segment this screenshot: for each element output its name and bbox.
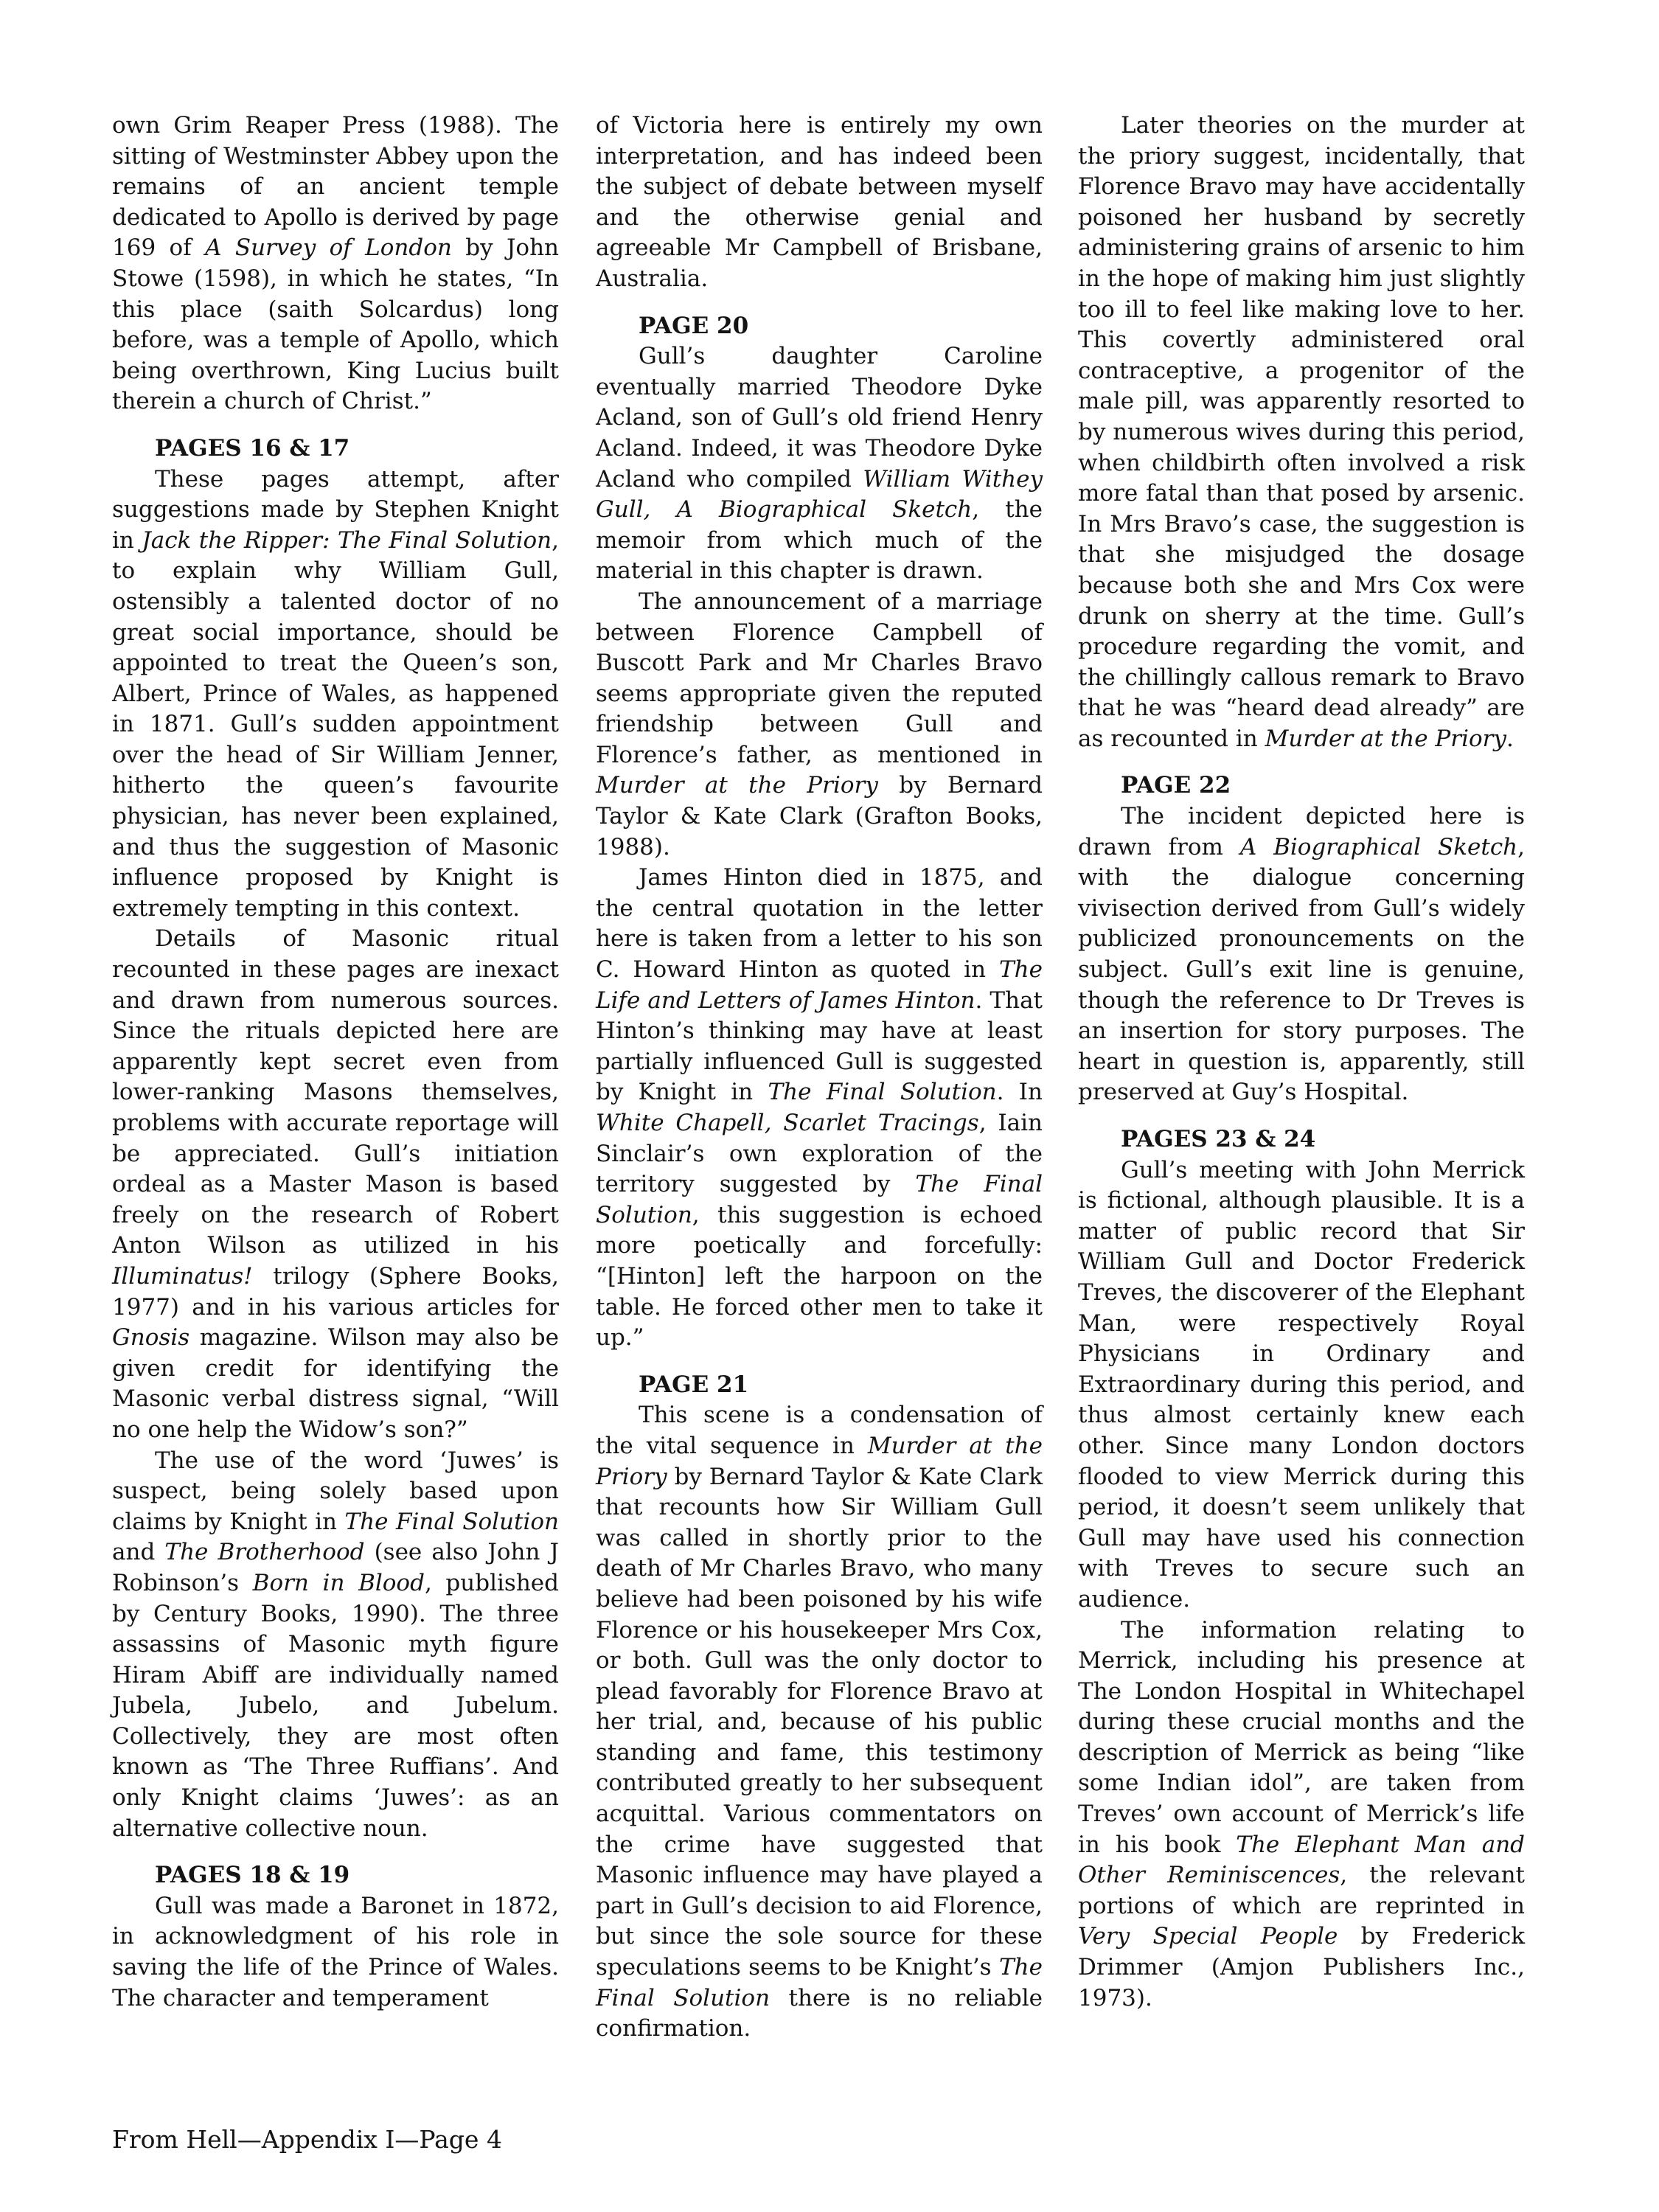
text-column-3	[1078, 111, 1525, 2105]
body-text: , the relevant portions of which are reprinted in	[1078, 1862, 1525, 1919]
italic-title-text: Illuminatus!	[112, 1262, 253, 1290]
body-text: trilogy (Sphere Books, 1977) and in his various articles for	[112, 1262, 559, 1321]
body-text: , with the dialogue concerning vivisection derived from Gull’s widely publicized pronouncements on the subject. Gull’s exit line is genuine, though the reference to Dr Treves is an insertion for story purposes. The heart in question is, apparently, still preserved at Guy’s Hospital.	[1078, 833, 1525, 1106]
italic-title-text: The Final Solution	[596, 1954, 1043, 2011]
italic-title-text: William Withey Gull, A Biographical Sketch	[596, 465, 1043, 524]
italic-title-text: The Final Solution	[768, 1079, 997, 1106]
body-text: .	[1506, 725, 1514, 752]
paragraph	[596, 341, 1043, 587]
body-text: own Grim Reaper Press (1988). The sitting of Westminster Abbey upon the remains of an ancient temple dedicated to Apollo is derived by page 169 of	[112, 112, 559, 262]
italic-title-text: Gnosis	[112, 1324, 190, 1352]
body-text: Later theories on the murder at the priory suggest, incidentally, that Florence Bravo may have accidentally poisoned her husband by secretly administering grains of arsenic to him in the hope of making him just slightly too ill to feel like making love to her. This covertly administered oral contraceptive, a progenitor of the male pill, was apparently resorted to by numerous wives during this period, when childbirth often involved a risk more fatal than that posed by arsenic. In Mrs Bravo’s case, the suggestion is that she misjudged the dosage because both she and Mrs Cox were drunk on sherry at the time. Gull’s procedure regarding the vomit, and the chillingly callous remark to Bravo that he was “heard dead already” are as recounted in	[1078, 112, 1525, 752]
paragraph	[1078, 1615, 1525, 2014]
body-text: by Bernard Taylor & Kate Clark (Grafton Books, 1988).	[596, 772, 1043, 860]
paragraph	[596, 1400, 1043, 2044]
body-text: James Hinton died in 1875, and the central quotation in the letter here is taken from a letter to his son C. Howard Hinton as quoted in	[596, 864, 1043, 984]
italic-title-text: Murder at the Priory	[1265, 725, 1507, 752]
paragraph	[1078, 801, 1525, 1108]
section-heading: PAGE 20	[639, 312, 749, 339]
body-text: Gull’s daughter Caroline eventually married Theodore Dyke Acland, son of Gull’s old friend Henry Acland. Indeed, it was Theodore Dyke Acland who compiled	[596, 343, 1043, 493]
text-column-2	[596, 111, 1043, 2105]
body-text: of Victoria here is entirely my own interpretation, and has indeed been the subject of debate between myself and the otherwise genial and agreeable Mr Campbell of Brisbane, Australia.	[596, 112, 1043, 292]
section-heading: PAGES 23 & 24	[1121, 1126, 1316, 1152]
body-text: This scene is a condensation of the vital sequence in	[596, 1402, 1043, 1459]
body-text: by Frederick Drimmer (Amjon Publishers Inc., 1973).	[1078, 1923, 1526, 2011]
body-text: magazine. Wilson may also be given credit for identifying the Masonic verbal distress signal, “Will no one help the Widow’s son?”	[112, 1324, 559, 1443]
text-column-1	[112, 111, 559, 2105]
page-footer: From Hell—Appendix I—Page 4	[112, 2125, 502, 2154]
body-text: Details of Masonic ritual recounted in these pages are inexact and drawn from numerous sources. Since the rituals depicted here are apparently kept secret even from lower-ranking Masons themselves, problems with accurate reportage will be appreciated. Gull’s initiation ordeal as a Master Mason is based freely on the research of Robert Anton Wilson as utilized in his	[112, 925, 559, 1259]
italic-title-text: Jack the Ripper: The Final Solution	[142, 526, 552, 554]
body-text: by Bernard Taylor & Kate Clark that recounts how Sir William Gull was called in shortly prior to the death of Mr Charles Bravo, who many believe had been poisoned by his wife Florence or his housekeeper Mrs Cox, or both. Gull was the only doctor to plead favorably for Florence Bravo at her trial, and, because of his public standing and fame, this testimony contributed greatly to her subsequent acquittal. Various commentators on the crime have suggested that Masonic influence may have played a part in Gull’s decision to aid Florence, but since the sole source for these speculations seems to be Knight’s	[596, 1463, 1043, 1981]
body-text: The information relating to Merrick, including his presence at The London Hospital in Whitechapel during these crucial months and the description of Merrick as being “like some Indian idol”, are taken from Treves’ own account of Merrick’s life in his book	[1078, 1616, 1525, 1858]
italic-title-text: The Elephant Man and Other Reminiscences	[1078, 1831, 1526, 1889]
italic-title-text: The Life and Letters of James Hinton	[596, 956, 1043, 1014]
italic-title-text: A Survey of London	[205, 234, 452, 262]
body-text: there is no reliable confirmation.	[596, 1984, 1043, 2042]
paragraph	[112, 111, 559, 417]
italic-title-text: Very Special People	[1078, 1923, 1338, 1950]
body-text: , this suggestion is echoed more poetically and forcefully: “[Hinton] left the harpoon on the table. He forced other men to take it up.”	[596, 1201, 1043, 1352]
paragraph	[112, 1891, 559, 2014]
body-text: , Iain Sinclair’s own exploration of the territory suggested by	[596, 1110, 1043, 1198]
section-heading: PAGES 18 & 19	[155, 1862, 350, 1889]
italic-title-text: Born in Blood	[252, 1569, 425, 1596]
section-heading: PAGE 22	[1121, 772, 1231, 799]
body-text: (see also John J Robinson’s	[112, 1539, 559, 1596]
paragraph	[1078, 1155, 1525, 1615]
italic-title-text: The Brotherhood	[164, 1539, 365, 1566]
paragraph	[596, 863, 1043, 1354]
paragraph	[112, 1446, 559, 1845]
italic-title-text: Murder at the Priory	[596, 1432, 1043, 1490]
body-text: Gull’s meeting with John Merrick is fictional, although plausible. It is a matter of public record that Sir William Gull and Doctor Frederick Treves, the discoverer of the Elephant Man, were respectively Royal Physicians in Ordinary and Extraordinary during this period, and thus almost certainly knew each other. Since many London doctors flooded to view Merrick during this period, it doesn’t seem unlikely that Gull may have used his connection with Treves to secure such an audience.	[1078, 1156, 1525, 1613]
body-text: , the memoir from which much of the material in this chapter is drawn.	[596, 496, 1043, 585]
italic-title-text: Murder at the Priory	[596, 772, 878, 799]
section-heading: PAGES 16 & 17	[155, 434, 350, 462]
paragraph	[596, 111, 1043, 295]
paragraph	[1078, 111, 1525, 754]
body-text: The use of the word ‘Juwes’ is suspect, being solely based upon claims by Knight in	[112, 1447, 559, 1535]
body-text: by John Stowe (1598), in which he states, “In this place (saith Solcardus) long before, was a temple of Apollo, which being overthrown, King Lucius built therein a church of Christ.”	[112, 234, 559, 415]
body-text: . That Hinton’s thinking may have at least partially influenced Gull is suggested by Knight in	[596, 987, 1043, 1106]
paragraph	[596, 587, 1043, 863]
paragraph	[112, 924, 559, 1445]
body-text: and	[112, 1539, 165, 1566]
body-text: , to explain why William Gull, ostensibly a talented doctor of no great social importance, should be appointed to treat the Queen’s son, Albert, Prince of Wales, as happened in 1871. Gull’s sudden appointment over the head of Sir William Jenner, hitherto the queen’s favourite physician, has never been explained, and thus the suggestion of Masonic influence proposed by Knight is extremely tempting in this context.	[112, 526, 560, 922]
body-text: , published by Century Books, 1990). The three assassins of Masonic myth figure Hiram Abiff are individually named Jubela, Jubelo, and Jubelum. Collectively, they are most often known as ‘The Three Ruffians’. And only Knight claims ‘Juwes’: as an alternative collective noun.	[112, 1569, 559, 1842]
body-text: The announcement of a marriage between Florence Campbell of Buscott Park and Mr Charles Bravo seems appropriate given the reputed friendship between Gull and Florence’s father, as mentioned in	[596, 588, 1043, 768]
body-text: The incident depicted here is drawn from	[1078, 803, 1525, 860]
section-heading: PAGE 21	[639, 1371, 749, 1398]
body-text: These pages attempt, after suggestions made by Stephen Knight in	[112, 465, 559, 554]
paragraph	[112, 465, 559, 925]
body-text: Gull was made a Baronet in 1872, in acknowledgment of his role in saving the life of the Prince of Wales. The character and temperament	[112, 1892, 559, 2011]
body-text: . In	[996, 1079, 1043, 1106]
italic-title-text: A Biographical Sketch	[1239, 833, 1518, 860]
italic-title-text: White Chapell, Scarlet Tracings	[596, 1110, 979, 1136]
italic-title-text: The Final Solution	[596, 1171, 1043, 1228]
italic-title-text: The Final Solution	[344, 1508, 559, 1535]
